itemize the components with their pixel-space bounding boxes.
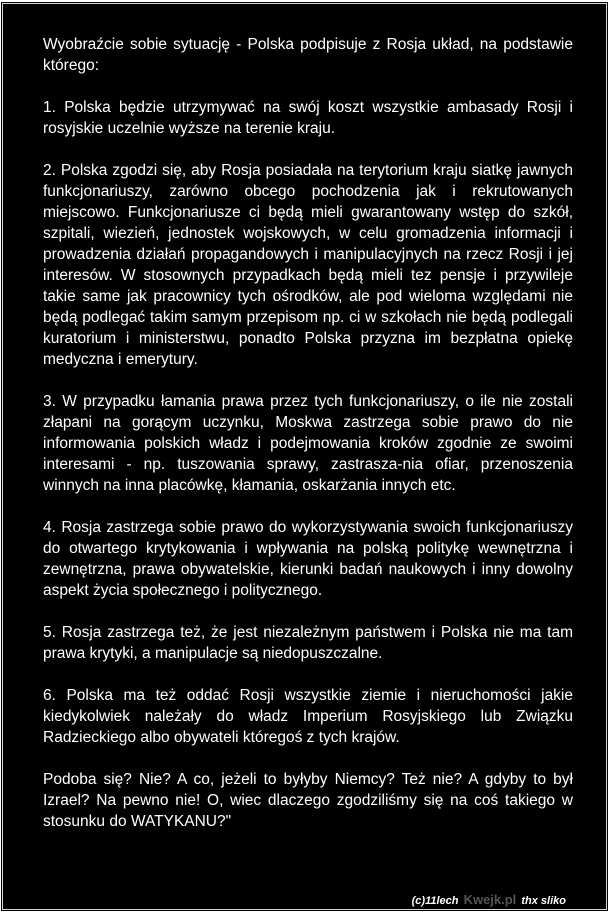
- closing-paragraph: Podoba się? Nie? A co, jeżeli to byłyby Niemcy? Też nie? A gdyby to był Izrael? Na pewno nie! O, wiec dlaczego zgodziliśmy się na coś takiego w stosunku do WATYKANU?": [43, 771, 573, 830]
- point-4-paragraph: 4. Rosja zastrzega sobie prawo do wykorzystywania swoich funkcjonariuszy do otwartego krytykowania i wpływania na polską politykę wewnętrzna i zewnętrzna, prawa obywatelskie, kierunki badań naukowych i inny dowolny aspekt życia społecznego i politycznego.: [43, 519, 573, 599]
- author-credit: (c)11lech: [411, 895, 459, 907]
- point-2-paragraph: 2. Polska zgodzi się, aby Rosja posiadała na terytorium kraju siatkę jawnych funkcjonariuszy, zarówno obcego pochodzenia jak i rekrutowanych miejscowo. Funkcjonariusze ci będą mieli gwarantowany wstęp do szkół, szpitali, wiezień, jednostek wojskowych, w celu gromadzenia informacji i prowadzenia działań propagandowych i manipulacyjnych na rzecz Rosji i jej interesów. W stosownych przypadkach będą mieli tez pensje i przywileje takie same jak pracownicy tych ośrodków, ale pod wieloma względami nie będą podlegać takim samym przepisom np. ci w szkołach nie będą podlegali kuratorium i ministerstwu, ponadto Polska przyzna im bezpłatna opiekę medyczna i emerytury.: [43, 162, 573, 368]
- point-3-paragraph: 3. W przypadku łamania prawa przez tych funkcjonariuszy, o ile nie zostali złapani na gorącym uczynku, Moskwa zastrzega sobie prawo do nie informowania polskich władz i podejmowania kroków zgodnie ze swoimi interesami - np. tuszowania sprawy, zastrasza-nia ofiar, przenoszenia winnych na inna placówkę, kłamania, oskarżania innych etc.: [43, 393, 573, 494]
- footer-credit: [412, 892, 566, 907]
- body-text: [43, 34, 573, 853]
- point-5-paragraph: 5. Rosja zastrzega też, że jest niezależnym państwem i Polska nie ma tam prawa krytyki, a manipulacje są niedopuszczalne.: [43, 624, 573, 662]
- poster: [2, 3, 607, 910]
- point-1-paragraph: 1. Polska będzie utrzymywać na swój koszt wszystkie ambasady Rosji i rosyjskie uczelnie wyższe na terenie kraju.: [43, 99, 573, 137]
- point-6-paragraph: 6. Polska ma też oddać Rosji wszystkie ziemie i nieruchomości jakie kiedykolwiek należały do władz Imperium Rosyjskiego lub Związku Radzieckiego albo obywateli któregoś z tych krajów.: [43, 687, 573, 746]
- thanks-credit: thx sliko: [521, 895, 566, 907]
- watermark-logo: Kwejk.pl: [463, 892, 517, 907]
- intro-paragraph: Wyobraźcie sobie sytuację - Polska podpisuje z Rosja układ, na podstawie którego:: [43, 36, 573, 74]
